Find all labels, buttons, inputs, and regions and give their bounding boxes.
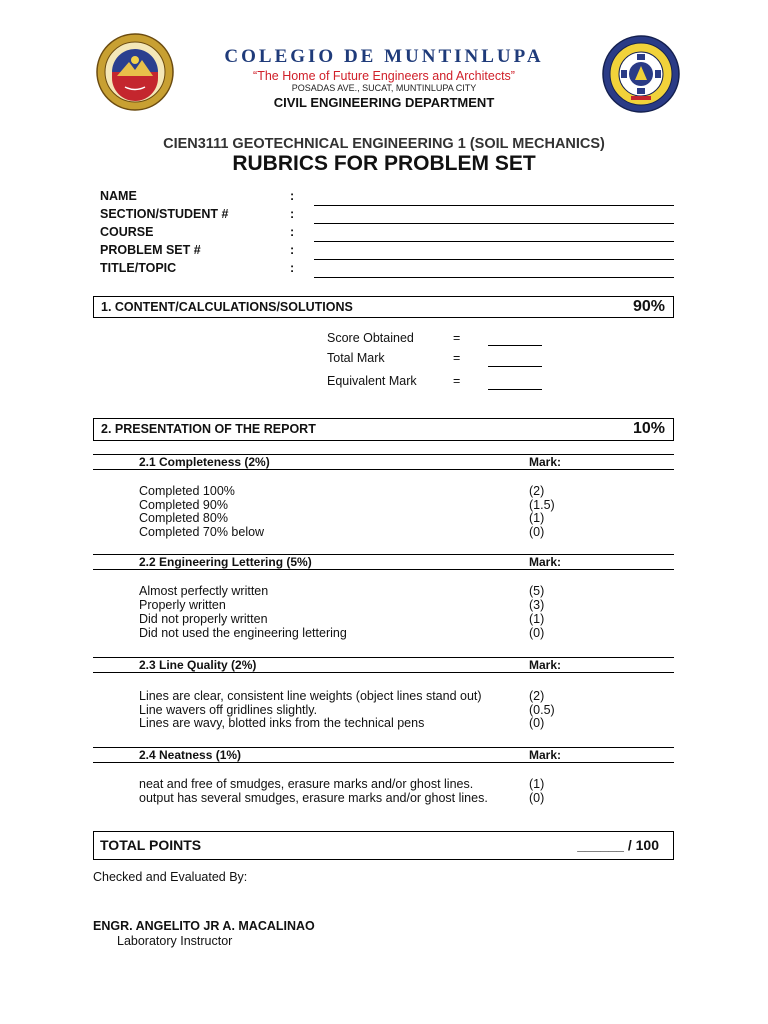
- score-obtained-blank[interactable]: [488, 345, 542, 346]
- criterion-mark: (0): [529, 716, 545, 730]
- checked-by-label: Checked and Evaluated By:: [93, 870, 248, 884]
- criterion-text: neat and free of smudges, erasure marks and/or ghost lines.: [139, 777, 474, 791]
- criterion-text: Completed 70% below: [139, 525, 265, 539]
- subsection-header: [93, 554, 674, 570]
- name-field[interactable]: [314, 205, 674, 206]
- name-colon: :: [290, 189, 295, 203]
- subsection-header: [93, 454, 674, 470]
- total-points-label: TOTAL POINTS: [100, 837, 202, 853]
- criterion-mark: (1): [529, 612, 545, 626]
- criterion-mark: (1.5): [529, 498, 555, 512]
- section-student-field[interactable]: [314, 223, 674, 224]
- criterion-mark: (0): [529, 791, 545, 805]
- name-label: NAME: [100, 189, 137, 203]
- criterion-mark: (0.5): [529, 703, 555, 717]
- section-presentation-header: [93, 418, 674, 441]
- criterion-mark: (5): [529, 584, 545, 598]
- criterion-text: Completed 100%: [139, 484, 235, 498]
- criterion-mark: (0): [529, 525, 545, 539]
- mark-header: Mark:: [529, 658, 562, 672]
- total-mark-label: Total Mark: [327, 351, 385, 365]
- total-mark-blank[interactable]: [488, 366, 542, 367]
- equivalent-mark-blank[interactable]: [488, 389, 542, 390]
- criterion-mark: (3): [529, 598, 545, 612]
- criterion-text: Lines are clear, consistent line weights (object lines stand out): [139, 689, 482, 703]
- subsection-header: [93, 747, 674, 763]
- school-address: POSADAS AVE., SUCAT, MUNTINLUPA CITY: [291, 83, 477, 93]
- section-content-header: [93, 296, 674, 318]
- mark-header: Mark:: [529, 748, 562, 762]
- mark-header: Mark:: [529, 555, 562, 569]
- section-content-percent: 90%: [632, 298, 665, 315]
- criterion-text: Line wavers off gridlines slightly.: [139, 703, 318, 717]
- section-presentation-percent: 10%: [632, 420, 665, 437]
- criterion-text: Almost perfectly written: [139, 584, 269, 598]
- subsection-title: 2.4 Neatness (1%): [139, 748, 242, 762]
- subsection-header: [93, 657, 674, 673]
- evaluator-name: ENGR. ANGELITO JR A. MACALINAO: [93, 919, 315, 933]
- title-topic-colon: :: [290, 261, 295, 275]
- course-colon: :: [290, 225, 295, 239]
- problem-set-colon: :: [290, 243, 295, 257]
- score-obtained-equals: =: [453, 331, 461, 345]
- criterion-mark: (2): [529, 484, 545, 498]
- criterion-mark: (0): [529, 626, 545, 640]
- school-motto: “The Home of Future Engineers and Architects”: [253, 69, 515, 83]
- total-points-box: [93, 831, 674, 860]
- criterion-text: Lines are wavy, blotted inks from the technical pens: [139, 716, 425, 730]
- section-content-title: 1. CONTENT/CALCULATIONS/SOLUTIONS: [101, 300, 353, 314]
- course-title: CIEN3111 GEOTECHNICAL ENGINEERING 1 (SOIL MECHANICS): [163, 136, 605, 152]
- course-label: COURSE: [100, 225, 154, 239]
- criterion-text: Did not used the engineering lettering: [139, 626, 347, 640]
- criterion-text: output has several smudges, erasure marks and/or ghost lines.: [139, 791, 488, 805]
- department-name: CIVIL ENGINEERING DEPARTMENT: [273, 95, 495, 110]
- problem-set-field[interactable]: [314, 259, 674, 260]
- title-topic-label: TITLE/TOPIC: [100, 261, 177, 275]
- subsection-title: 2.2 Engineering Lettering (5%): [139, 555, 312, 569]
- subsection-title: 2.3 Line Quality (2%): [139, 658, 257, 672]
- title-topic-field[interactable]: [314, 277, 674, 278]
- evaluator-role: Laboratory Instructor: [117, 934, 233, 948]
- section-student-label: SECTION/STUDENT #: [100, 207, 229, 221]
- mark-header: Mark:: [529, 455, 562, 469]
- section-presentation-title: 2. PRESENTATION OF THE REPORT: [101, 422, 316, 436]
- criterion-mark: (1): [529, 777, 545, 791]
- score-obtained-label: Score Obtained: [327, 331, 414, 345]
- school-name: COLEGIO DE MUNTINLUPA: [224, 46, 544, 67]
- equivalent-mark-equals: =: [453, 374, 461, 388]
- criterion-mark: (2): [529, 689, 545, 703]
- section-student-colon: :: [290, 207, 295, 221]
- total-points-value[interactable]: ______ / 100: [577, 837, 659, 853]
- criterion-text: Completed 80%: [139, 511, 228, 525]
- page-title: RUBRICS FOR PROBLEM SET: [232, 152, 536, 175]
- total-mark-equals: =: [453, 351, 461, 365]
- subsection-title: 2.1 Completeness (2%): [139, 455, 270, 469]
- criterion-text: Properly written: [139, 598, 226, 612]
- course-field[interactable]: [314, 241, 674, 242]
- criterion-text: Completed 90%: [139, 498, 228, 512]
- equivalent-mark-label: Equivalent Mark: [327, 374, 417, 388]
- problem-set-label: PROBLEM SET #: [100, 243, 201, 257]
- criterion-mark: (1): [529, 511, 545, 525]
- criterion-text: Did not properly written: [139, 612, 268, 626]
